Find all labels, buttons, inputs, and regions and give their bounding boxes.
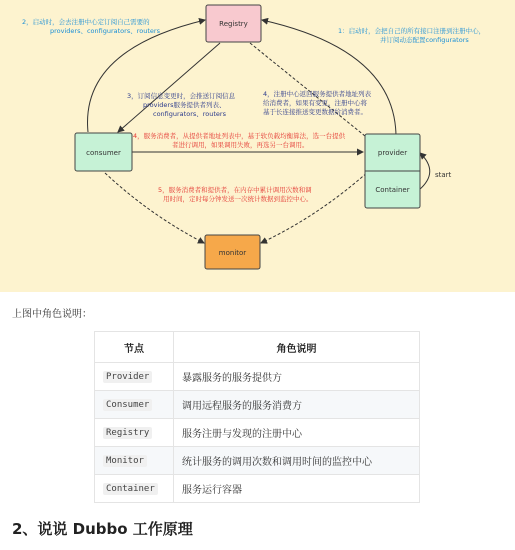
node-cell: Provider <box>95 363 174 391</box>
svg-text:providers、configurators、router: providers、configurators、routers <box>50 27 160 35</box>
svg-text:consumer: consumer <box>86 149 121 157</box>
svg-text:2，启动时，会去注册中心定订阅自己需要的: 2，启动时，会去注册中心定订阅自己需要的 <box>22 18 150 26</box>
table-row <box>95 475 420 503</box>
svg-text:给消费者，如果有变更，注册中心将: 给消费者，如果有变更，注册中心将 <box>263 99 367 107</box>
svg-text:Registry: Registry <box>219 20 248 28</box>
role-cell: 服务注册与发现的注册中心 <box>174 419 420 447</box>
table-header-row <box>95 332 420 363</box>
svg-text:并订阅动态配置configurators: 并订阅动态配置configurators <box>380 36 469 44</box>
table-row <box>95 447 420 475</box>
monitor-node <box>205 235 260 269</box>
arrow-registry-to-consumer <box>118 43 220 132</box>
svg-text:者进行调用，如果调用失败，再选另一台调用。: 者进行调用，如果调用失败，再选另一台调用。 <box>172 141 309 149</box>
arrow-consumer-to-monitor <box>105 173 204 243</box>
role-cell: 统计服务的调用次数和调用时间的监控中心 <box>174 447 420 475</box>
node-cell: Consumer <box>95 391 174 419</box>
provider-node: provider <box>377 149 408 157</box>
role-cell: 暴露服务的服务提供方 <box>174 363 420 391</box>
provider-container-group <box>365 134 420 208</box>
svg-text:用时间，定时每分钟发送一次统计数据到监控中心。: 用时间，定时每分钟发送一次统计数据到监控中心。 <box>163 195 313 203</box>
note-5 <box>158 185 313 203</box>
start-label: start <box>435 171 452 179</box>
arrow-provider-to-registry <box>262 20 396 136</box>
consumer-node <box>75 133 132 171</box>
svg-text:4，注册中心返回服务提供者地址列表: 4，注册中心返回服务提供者地址列表 <box>263 90 372 98</box>
table-row <box>95 391 420 419</box>
svg-text:5，服务消费者和提供者，在内存中累计调用次数和调: 5，服务消费者和提供者，在内存中累计调用次数和调 <box>158 186 312 194</box>
arrow-provider-to-monitor <box>261 170 370 243</box>
container-node: Container <box>375 186 410 194</box>
svg-text:3，订阅信息变更时，会推送订阅信息: 3，订阅信息变更时，会推送订阅信息 <box>127 92 236 100</box>
note-3 <box>127 91 236 118</box>
svg-text:1：启动时，会把自己的所有接口注册到注册中心，: 1：启动时，会把自己的所有接口注册到注册中心， <box>338 27 486 35</box>
table-row <box>95 363 420 391</box>
header-role: 角色说明 <box>174 332 420 363</box>
note-4-registry <box>263 89 372 116</box>
node-cell: Container <box>95 475 174 503</box>
svg-text:基于长连接推送变更数据给消费者。: 基于长连接推送变更数据给消费者。 <box>263 108 367 116</box>
note-2 <box>22 17 161 35</box>
node-cell: Registry <box>95 419 174 447</box>
roles-table <box>94 331 420 503</box>
table-caption: 上图中角色说明： <box>12 309 92 320</box>
role-cell: 调用远程服务的服务消费方 <box>174 391 420 419</box>
svg-text:configurators、routers: configurators、routers <box>153 110 226 118</box>
svg-text:monitor: monitor <box>218 249 247 257</box>
section-heading: 2、说说 Dubbo 工作原理 <box>12 520 193 538</box>
svg-text:4，服务消费者，从提供者地址列表中，基于软负载均衡算法，选一: 4，服务消费者，从提供者地址列表中，基于软负载均衡算法，选一台提供 <box>133 132 346 140</box>
role-cell: 服务运行容器 <box>174 475 420 503</box>
node-cell: Monitor <box>95 447 174 475</box>
table-row <box>95 419 420 447</box>
svg-text:providers服务提供者列表、: providers服务提供者列表、 <box>143 101 226 109</box>
registry-node <box>206 5 261 42</box>
header-node: 节点 <box>95 332 174 363</box>
arrow-container-start <box>419 153 430 190</box>
note-1 <box>338 26 485 44</box>
note-4-invoke <box>133 131 346 149</box>
